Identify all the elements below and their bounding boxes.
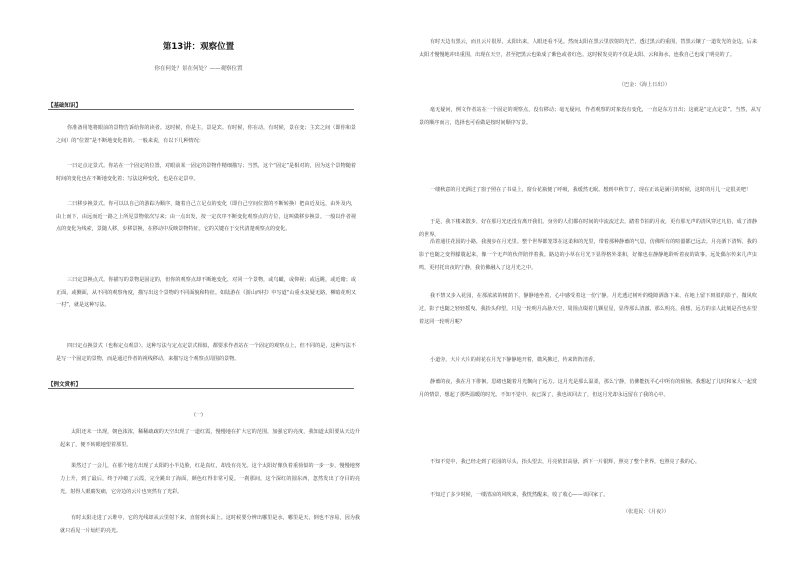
essay-paragraph: 不知不觉中，我已经走到了花园的尽头，抬头望去，月亮依旧高悬，洒下一片银辉，照亮了整个世界，也照亮了我的心。 (430, 459, 700, 465)
essay-paragraph: 太阳还未一出现，朝色浓浓，稀稀疏疏的天空出现了一道红霞，慢慢地在扩大它的范围，加强它的亮度，我知道太阳要从天边升起来了，便不转眼地望着那里。 (60, 429, 360, 448)
essay-paragraph: 我不禁又步入花园，在那浓浓的树荫下，静静地坐着，心中感受着这一份宁静。月光透过树叶的缝隙洒落下来，在地上留下斑驳的影子，微风吹过，影子也随之轻轻摇曳。我抬头仰望，只见一轮明月高悬天空，周围点缀着几颗星星，显得那么清澈、那么明亮。我想，远方的亲人此刻是否也在望着这同一轮明月呢？ (419, 293, 757, 325)
section-divider (48, 388, 354, 389)
essay-paragraph: 沿着通往花园的小路，我漫步在月光里。整个世界都笼罩在这柔和的光里，带着那种静谧的气息，仿佛所有的喧嚣都已远去。月亮洒下清辉，我的影子也随之变得朦胧起来，像一个无声的伙伴陪伴着我。路边的小草在月光下显得格外柔和，好像也在静静地聆听着夜的故事。远处偶尔传来几声虫鸣，更衬托出夜的宁静，我仿佛融入了这月光之中。 (419, 239, 757, 271)
basic-knowledge-heading: 【基础知识】 (48, 103, 82, 109)
essay-paragraph: 小道旁，大片大片的荷花在月光下静静地开着，微风拂过，传来阵阵清香。 (430, 357, 599, 363)
page-subtitle: 你在何处？景在何处？——观察位置 (154, 66, 243, 72)
right-page (397, 0, 794, 562)
page-title: 第13讲：观察位置 (162, 42, 235, 52)
citation: （巴金：《海上日出》） (619, 82, 670, 88)
paragraph: 一曰定点定景式。你站在一个固定的位置，对眼前某一固定的景物作精细描写；当然，这个“固定”是相对的，因为这个景物随着时间的变化也在不断地变化着；写法这种变化，也是在定景中。 (56, 163, 356, 182)
section-divider (48, 109, 354, 110)
analysis-paragraph: 毫无疑问，例文作者站在一个固定的观察点，没有移动；毫无疑问，作者观察的对象没有变化，一直是东方日出；这就是“定点定景”。当然，从写景的顺序而言，选择也可看做是按时间顺序写景。 (419, 107, 761, 126)
essay-paragraph: 果然过了一会儿，在那个地方出现了太阳的小半边脸，红是真红，却没有亮光。这个太阳好像负着重荷似的一步一步，慢慢地努力上升，到了最后，终于冲破了云霞，完全跳出了海面，颜色红得非常可爱。一刹那间，这个深红的圆东西，忽然发出了夺目的亮光，射得人眼睛发痛，它旁边的云片也突然有了光彩。 (60, 463, 360, 495)
paragraph: 你准备用笔将眼前的景物告诉给你的读者。这时候，你是主，景是宾。有时候，你在动，有时候，景在变；主宾之间（即你和景之间）的“位置”是不断地变化着的。一般来说，有以下几种情况： (56, 125, 356, 144)
paragraph: 四曰定点换景式（也称定点观景）。这种写法与定点定景式相似，都要求作者站在一个固定的观察点上，但不同的是，这种写法不是写一个固定的景物，而是通过作者的视线移动，来描写这个观察点周围的景物。 (56, 343, 356, 362)
paragraph: 二曰移步换景式。你可以以自己的游踪为顺序，随着自己立足点的变化（即自己空间位置的不断转换）把由近及远，由外及内，由上而下，由远而近一路之上所见景物依次写来；由一点出发，按一定次序不断变化观察点的方位，这叫做移步换景。一般以作者视点的变化为线索，景随人移，步移景换，在移动中反映景物特征。它的关键在于交代清楚观察点的变化。 (56, 201, 356, 233)
example-number: (一) (194, 412, 203, 418)
example-heading: 【例文赏析】 (48, 382, 82, 388)
paragraph: 三曰定景换点式。你描写的景物是固定的，但你的观察点却不断地变化，对同一个景物，或鸟瞰，或仰视；或远眺，或近睹；或正面，或侧面，从不同的观察角度，描写出这个景物的不同面貌和特征。如陆游在《游山西村》中写道“山重水复疑无路，柳暗花明又一村”，就是这种写法。 (56, 277, 356, 309)
essay-paragraph: 静谧的夜，我在月下徘徊，思绪也随着月光飘向了远方。这月光是那么温柔，那么宁静，仿佛能抚平心中所有的烦恼。我想起了儿时和家人一起赏月的情景，想起了那些温暖的时光。不知不觉中，夜已深了，我也该回去了，但这月光却永远留在了我的心中。 (419, 379, 757, 398)
citation: （张进民：《月夜》） (623, 509, 669, 515)
essay-paragraph: 不知过了多少时候，一缕清凉的风吹来，我恍然醒来，收了收心——该回家了。 (430, 492, 609, 498)
essay-paragraph: 于是，我下楼来散步，好在那月光还没有离开我们。身旁的人们都在时间的中流流过去，踏着节拍的月夜，更有那无声的清风穿过凡俗，成了清静的世界。 (419, 219, 757, 238)
essay-paragraph: 一缕秋意的月光洒过了窗子照在了书桌上，窗台花瓶便了呼吸，我缓然无眠。想到中秋节了，现在正该是满月的时候，这时的月儿一定很美吧！ (430, 187, 751, 193)
essay-paragraph: 有时太阳走进了云堆中，它的光线却从云里射下来，直射到水面上。这时候要分辨出哪里是水，哪里是天，倒也不容易，因为我就只看见一片灿烂的亮光。 (60, 515, 360, 534)
essay-paragraph: 有时天边有黑云，而且云片很厚，太阳出来，人眼还看不见。然而太阳在黑云里放射的光芒，透过黑云的重围，替黑云镶了一道发光的金边。后来太阳才慢慢地冲出重围，出现在天空，甚至把黑云也染成了紫色或者红色。这时候发亮的不仅是太阳、云和海水，连我自己也成了明亮的了。 (419, 39, 757, 58)
